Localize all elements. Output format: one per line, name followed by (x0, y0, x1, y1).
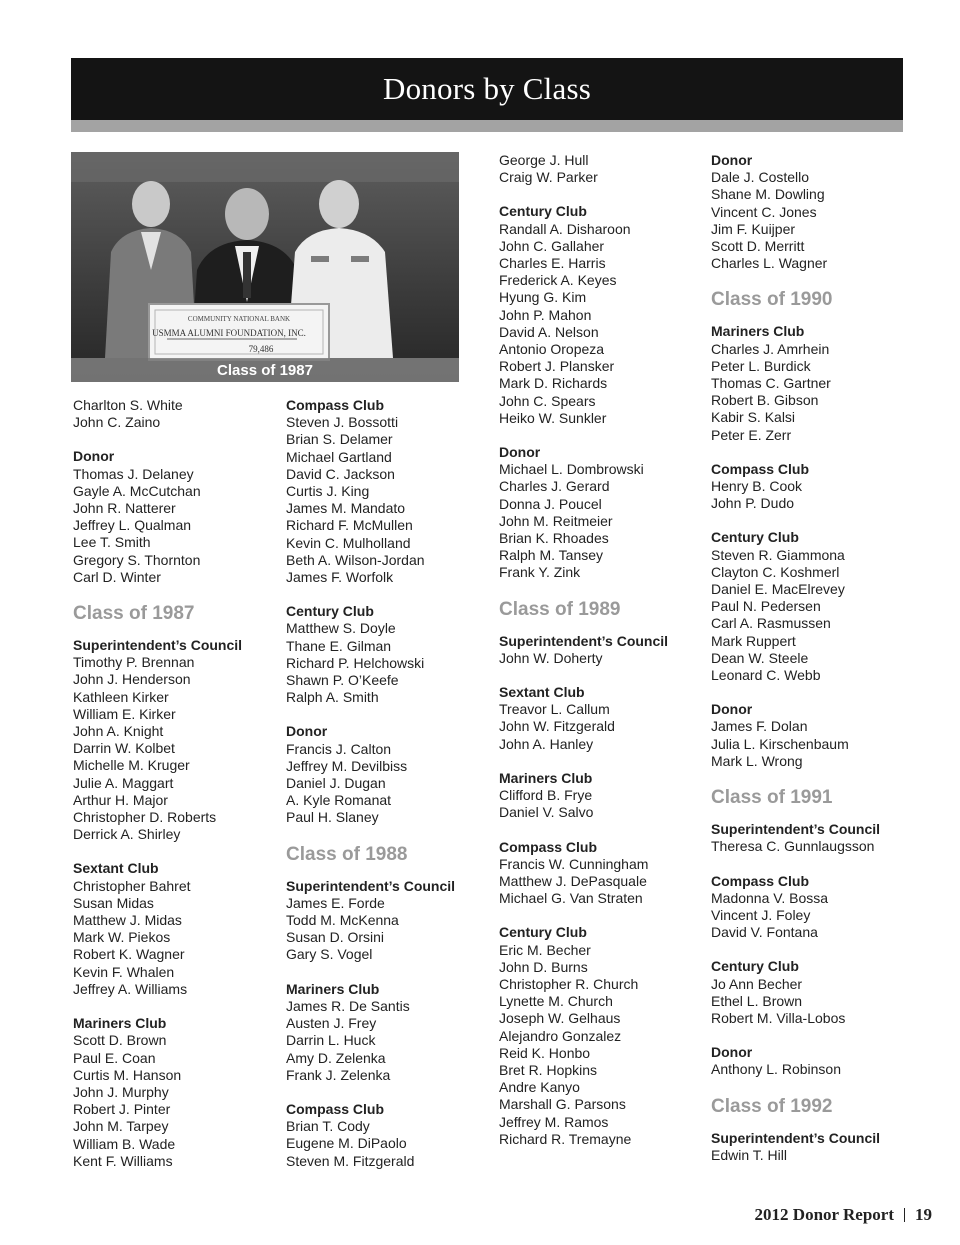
donor-name: Michael G. Van Straten (499, 890, 643, 907)
donor-name: Richard R. Tremayne (499, 1130, 632, 1147)
giving-level-title: Century Club (286, 603, 374, 620)
donor-name: John J. Murphy (73, 1083, 169, 1100)
donor-name: Paul N. Pedersen (711, 598, 821, 615)
giving-level-title: Superintendent’s Council (499, 632, 669, 649)
donor-name: Scott D. Brown (73, 1032, 167, 1049)
donor-name: Curtis M. Hanson (73, 1066, 182, 1083)
donor-name: Thane E. Gilman (286, 637, 392, 654)
donor-name: Anthony L. Robinson (711, 1061, 841, 1078)
giving-level-title: Superintendent’s Council (73, 637, 243, 654)
donor-name: A. Kyle Romanat (286, 792, 392, 809)
photo-illustration (71, 152, 459, 382)
donor-name: Susan D. Orsini (286, 929, 385, 946)
page-number: 19 (915, 1205, 932, 1224)
donor-name: Paul E. Coan (73, 1049, 156, 1066)
donor-name: Gayle A. McCutchan (73, 482, 201, 499)
donor-name: John A. Hanley (499, 735, 594, 752)
donor-name: Charles L. Wagner (711, 255, 828, 272)
donor-name: Carl A. Rasmussen (711, 615, 831, 632)
donor-name: Frank J. Zelenka (286, 1066, 391, 1083)
donor-name: John W. Doherty (499, 649, 603, 666)
donor-name: Scott D. Merritt (711, 238, 805, 255)
giving-level-title: Compass Club (286, 397, 385, 413)
giving-level-title: Compass Club (711, 460, 810, 477)
giving-level-title: Donor (711, 701, 753, 718)
donor-group (73, 637, 278, 843)
donor-name: James M. Mandato (286, 500, 406, 517)
class-heading: Class of 1987 (73, 603, 195, 625)
giving-level-title: Century Club (499, 203, 587, 220)
donor-name: Robert J. Plansker (499, 358, 615, 375)
donor-name: Clayton C. Koshmerl (711, 563, 840, 580)
donor-group (711, 461, 916, 513)
donor-name: Michelle M. Kruger (73, 757, 190, 774)
donor-name: Julia L. Kirschenbaum (711, 735, 849, 752)
donor-name: John W. Fitzgerald (499, 718, 615, 735)
donor-name: John C. Spears (499, 392, 596, 409)
donor-name: Derrick A. Shirley (73, 826, 181, 843)
check-amount: 79,486 (248, 344, 274, 354)
donor-name: John R. Natterer (73, 500, 176, 517)
donor-name: John A. Knight (73, 723, 164, 740)
donor-name: Austen J. Frey (286, 1015, 377, 1032)
donor-name: John P. Mahon (499, 306, 592, 323)
donor-name: Frederick A. Keyes (499, 272, 617, 289)
donor-name: Michael L. Dombrowski (499, 461, 644, 478)
class-heading: Class of 1991 (711, 787, 833, 809)
donor-name: Julie A. Maggart (73, 774, 174, 791)
donor-name: John C. Gallaher (499, 237, 605, 254)
class-heading: Class of 1989 (499, 598, 621, 620)
donor-name: Christopher R. Church (499, 975, 639, 992)
donor-group (73, 397, 278, 431)
donor-group (286, 603, 491, 706)
donor-name: Steven R. Giammona (711, 546, 845, 563)
donor-name: John P. Dudo (711, 495, 795, 512)
donor-name: Jeffrey M. Devilbiss (286, 757, 408, 774)
giving-level-title: Superintendent’s Council (286, 877, 456, 894)
page-title: Donors by Class (383, 71, 591, 106)
donor-name: Eugene M. DiPaolo (286, 1135, 407, 1152)
giving-level-title: Donor (499, 444, 541, 461)
donor-group (73, 1015, 278, 1170)
donor-name: Brian T. Cody (286, 1118, 370, 1135)
donor-name: James F. Dolan (711, 718, 808, 735)
donor-group (499, 770, 704, 822)
donor-group (711, 1130, 916, 1164)
donor-name: Ralph A. Smith (286, 689, 379, 706)
giving-level-title: Donor (286, 723, 328, 740)
donor-name: Madonna V. Bossa (711, 889, 829, 906)
donor-name: Jeffrey M. Ramos (499, 1113, 609, 1130)
donor-group (711, 873, 916, 942)
donor-group (711, 529, 916, 684)
giving-level-title: Century Club (711, 529, 799, 546)
donor-name: Mark L. Wrong (711, 752, 803, 769)
donor-name: Beth A. Wilson-Jordan (286, 551, 425, 568)
report-title: 2012 Donor Report (754, 1205, 894, 1224)
donor-group (711, 1044, 916, 1078)
donor-name: Kabir S. Kalsi (711, 409, 796, 426)
donor-name: David C. Jackson (286, 465, 395, 482)
donor-name: Henry B. Cook (711, 478, 803, 495)
donor-name: Andre Kanyo (499, 1079, 580, 1096)
donor-name: James R. De Santis (286, 997, 410, 1014)
donor-name: Matthew J. Midas (73, 912, 182, 929)
donor-name: Charles J. Gerard (499, 478, 610, 495)
donor-name: Francis J. Calton (286, 740, 392, 757)
donor-name: Treavor L. Callum (499, 701, 610, 718)
donor-name: Vincent J. Foley (711, 906, 811, 923)
donor-group (499, 633, 704, 667)
donor-name: Todd M. McKenna (286, 912, 399, 929)
donor-name: David V. Fontana (711, 924, 818, 941)
giving-level-title: Compass Club (286, 1100, 385, 1117)
column-4 (711, 152, 916, 1181)
donor-name: Vincent C. Jones (711, 203, 817, 220)
giving-level-title: Sextant Club (73, 860, 159, 877)
donor-name: Randall A. Disharoon (499, 220, 631, 237)
donor-name: John M. Reitmeier (499, 512, 613, 529)
donor-name: Kent F. Williams (73, 1152, 173, 1169)
donor-group (286, 723, 491, 826)
donor-name: Ralph M. Tansey (499, 547, 604, 564)
donor-name: Susan Midas (73, 894, 154, 911)
donor-name: Lynette M. Church (499, 993, 613, 1010)
donor-group (286, 878, 491, 964)
donor-name: Carl D. Winter (73, 568, 161, 585)
donor-group (499, 444, 704, 582)
donor-group (499, 152, 704, 186)
donor-group (499, 203, 704, 427)
giving-level-title: Mariners Club (73, 1015, 167, 1032)
column-3 (499, 152, 704, 1165)
donor-name: Leonard C. Webb (711, 667, 821, 684)
giving-level-title: Donor (73, 448, 115, 465)
donor-name: Edwin T. Hill (711, 1146, 787, 1163)
donor-name: Shawn P. O’Keefe (286, 672, 399, 689)
donor-name: Jeffrey A. Williams (73, 980, 188, 997)
giving-level-title: Mariners Club (286, 980, 380, 997)
donor-name: Shane M. Dowling (711, 186, 825, 203)
donor-group (73, 448, 278, 586)
class-heading: Class of 1990 (711, 289, 833, 311)
donor-group (499, 839, 704, 908)
donor-name: Kevin C. Mulholland (286, 534, 411, 551)
donor-name: Eric M. Becher (499, 941, 591, 958)
donor-name: Alejandro Gonzalez (499, 1027, 622, 1044)
donor-name: Craig W. Parker (499, 169, 598, 186)
donor-name: Arthur H. Major (73, 791, 168, 808)
donor-name: Dean W. Steele (711, 649, 809, 666)
donor-name: James F. Worfolk (286, 569, 394, 586)
donor-name: Clifford B. Frye (499, 787, 593, 804)
donor-name: Mark Ruppert (711, 632, 796, 649)
donor-name: Curtis J. King (286, 483, 370, 500)
donor-name: Ethel L. Brown (711, 992, 803, 1009)
donor-name: Dale J. Costello (711, 169, 810, 186)
giving-level-title: Compass Club (711, 872, 810, 889)
donor-group (711, 821, 916, 855)
check-payee: USMMA ALUMNI FOUNDATION, INC. (152, 328, 306, 338)
donor-name: Daniel V. Salvo (499, 804, 594, 821)
column-1 (73, 397, 278, 1187)
donor-group (711, 701, 916, 770)
donor-name: Gary S. Vogel (286, 946, 373, 963)
donor-group (711, 323, 916, 443)
giving-level-title: Mariners Club (499, 769, 593, 786)
donor-name: Jeffrey L. Qualman (73, 517, 192, 534)
giving-level-title: Donor (711, 152, 753, 168)
class-heading: Class of 1988 (286, 843, 408, 865)
donor-name: Lee T. Smith (73, 534, 151, 551)
donor-name: Kathleen Kirker (73, 688, 169, 705)
donor-name: Richard P. Helchowski (286, 654, 425, 671)
donor-group (286, 397, 491, 586)
header-rule (71, 120, 903, 132)
donor-name: Robert J. Pinter (73, 1101, 171, 1118)
donor-name: Mark D. Richards (499, 375, 608, 392)
footer-divider (904, 1208, 905, 1222)
giving-level-title: Sextant Club (499, 684, 585, 701)
donor-name: Gregory S. Thornton (73, 551, 201, 568)
donor-name: Antonio Oropeza (499, 341, 605, 358)
donor-name: John J. Henderson (73, 671, 191, 688)
donor-name: David A. Nelson (499, 323, 599, 340)
donor-name: Charlton S. White (73, 397, 183, 413)
donor-name: Brian K. Rhoades (499, 530, 609, 547)
giving-level-title: Superintendent’s Council (711, 1129, 881, 1146)
donor-name: Matthew J. DePasquale (499, 872, 647, 889)
donor-name: Frank Y. Zink (499, 564, 581, 581)
donor-name: Robert K. Wagner (73, 946, 185, 963)
class-heading: Class of 1992 (711, 1095, 833, 1117)
donor-name: Steven M. Fitzgerald (286, 1152, 415, 1169)
donor-name: Timothy P. Brennan (73, 654, 195, 671)
giving-level-title: Superintendent’s Council (711, 821, 881, 838)
donor-name: Matthew S. Doyle (286, 620, 396, 637)
donor-name: Joseph W. Gelhaus (499, 1010, 621, 1027)
donor-name: Richard F. McMullen (286, 517, 413, 534)
donor-name: Daniel J. Dugan (286, 775, 386, 792)
donor-name: James E. Forde (286, 894, 385, 911)
donor-name: Darrin W. Kolbet (73, 740, 175, 757)
donor-name: Peter L. Burdick (711, 357, 811, 374)
donor-name: Marshall G. Parsons (499, 1096, 626, 1113)
donor-name: Michael Gartland (286, 448, 392, 465)
donor-group (711, 152, 916, 272)
donor-group (73, 860, 278, 998)
donor-name: Robert B. Gibson (711, 392, 819, 409)
donor-name: Brian S. Delamer (286, 431, 393, 448)
donor-name: William B. Wade (73, 1135, 176, 1152)
giving-level-title: Century Club (711, 958, 799, 975)
donor-name: John M. Tarpey (73, 1118, 169, 1135)
giving-level-title: Century Club (499, 924, 587, 941)
donor-group (286, 981, 491, 1084)
donor-name: Kevin F. Whalen (73, 963, 175, 980)
donor-name: Francis W. Cunningham (499, 855, 649, 872)
donor-name: Amy D. Zelenka (286, 1049, 386, 1066)
giving-level-title: Mariners Club (711, 323, 805, 340)
donor-name: Darrin L. Huck (286, 1032, 376, 1049)
donor-name: Daniel E. MacElrevey (711, 581, 845, 598)
donor-name: John C. Zaino (73, 414, 161, 431)
donor-name: Bret R. Hopkins (499, 1061, 598, 1078)
donor-name: Hyung G. Kim (499, 289, 587, 306)
column-2 (286, 397, 491, 1187)
class-photo (71, 152, 459, 382)
donor-name: Christopher D. Roberts (73, 809, 217, 826)
donor-name: Donna J. Poucel (499, 495, 602, 512)
donor-name: Charles J. Amrhein (711, 340, 830, 357)
donor-name: Jim F. Kuijper (711, 220, 796, 237)
donor-name: Charles E. Harris (499, 255, 606, 272)
check-bank-name: COMMUNITY NATIONAL BANK (187, 315, 291, 323)
donor-name: Mark W. Piekos (73, 929, 171, 946)
donor-name: Thomas C. Gartner (711, 375, 831, 392)
donor-name: Thomas J. Delaney (73, 465, 194, 482)
donor-name: Paul H. Slaney (286, 809, 379, 826)
donor-group (499, 924, 704, 1148)
donor-name: John D. Burns (499, 958, 588, 975)
donor-name: George J. Hull (499, 152, 589, 168)
donor-group (499, 684, 704, 753)
donor-group (286, 1101, 491, 1170)
donor-name: William E. Kirker (73, 705, 176, 722)
donor-name: Heiko W. Sunkler (499, 409, 607, 426)
donor-name: Jo Ann Becher (711, 975, 803, 992)
donor-name: Peter E. Zerr (711, 426, 792, 443)
donor-name: Robert M. Villa-Lobos (711, 1009, 846, 1026)
photo-caption: Class of 1987 (71, 358, 459, 382)
header-bar (71, 58, 903, 120)
giving-level-title: Donor (711, 1044, 753, 1061)
donor-group (711, 958, 916, 1027)
donor-name: Theresa C. Gunnlaugsson (711, 838, 875, 855)
giving-level-title: Compass Club (499, 838, 598, 855)
page-footer (755, 1205, 932, 1225)
donor-name: Steven J. Bossotti (286, 414, 399, 431)
donor-name: Reid K. Honbo (499, 1044, 591, 1061)
donor-name: Christopher Bahret (73, 877, 191, 894)
